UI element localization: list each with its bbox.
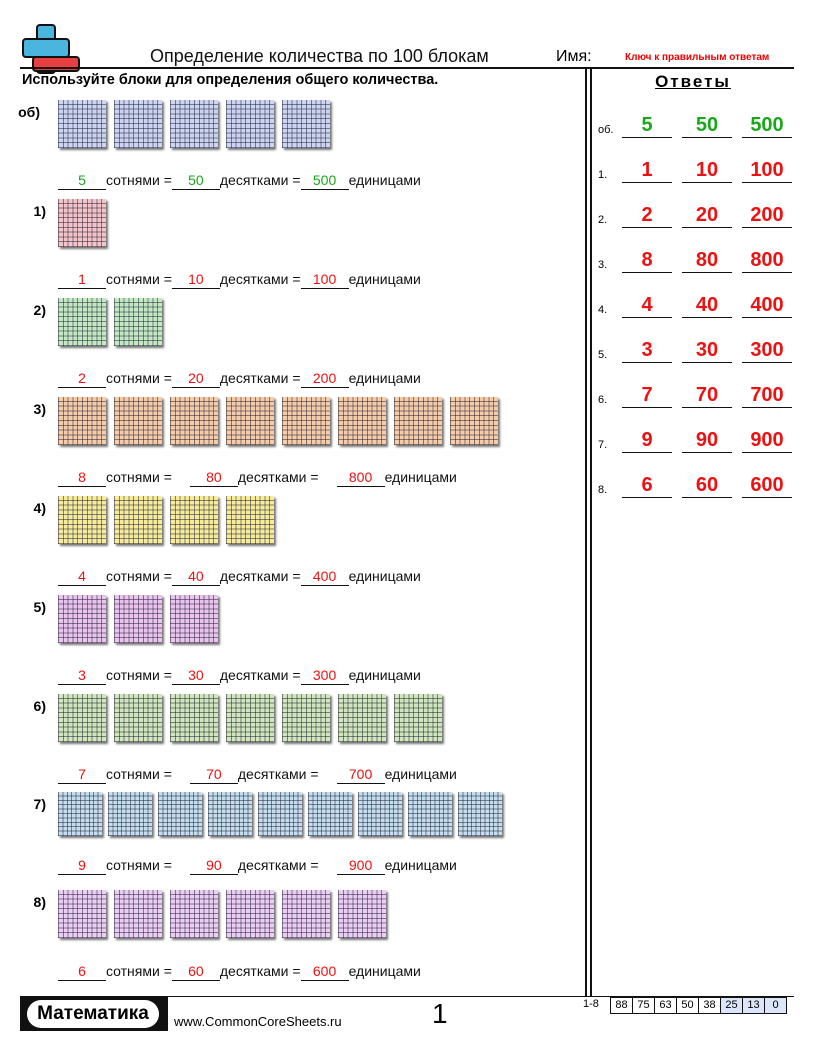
instructions: Используйте блоки для определения общего количества. bbox=[22, 72, 439, 88]
tens-answer[interactable]: 80 bbox=[190, 469, 238, 487]
hundreds-answer[interactable]: 5 bbox=[58, 172, 106, 190]
hundred-block bbox=[170, 496, 218, 544]
answer-key-value: 10 bbox=[682, 159, 732, 183]
page-number: 1 bbox=[432, 998, 448, 1029]
ones-word: единицами bbox=[384, 766, 457, 782]
hundred-block bbox=[58, 792, 102, 836]
hundred-block bbox=[208, 792, 252, 836]
problem-label: 3) bbox=[33, 401, 46, 417]
hundred-block bbox=[282, 694, 330, 742]
column-divider bbox=[590, 69, 592, 997]
answer-key-label: 1. bbox=[598, 169, 608, 181]
score-table bbox=[610, 997, 787, 1014]
answer-key-value: 7 bbox=[622, 384, 672, 408]
answer-line bbox=[58, 568, 421, 586]
column-divider bbox=[585, 69, 587, 997]
answer-line bbox=[58, 469, 457, 487]
hundred-block bbox=[58, 199, 106, 247]
answer-key-label: 6. bbox=[598, 394, 608, 406]
answer-key-value: 30 bbox=[682, 339, 732, 363]
ones-answer[interactable]: 500 bbox=[301, 172, 349, 190]
hundreds-word: сотнями = bbox=[106, 667, 172, 683]
answer-key-value: 5 bbox=[622, 114, 672, 138]
problem-label: 2) bbox=[33, 302, 46, 318]
answer-key-value: 60 bbox=[682, 474, 732, 498]
hundred-block bbox=[58, 496, 106, 544]
hundred-block bbox=[58, 298, 106, 346]
ones-answer[interactable]: 700 bbox=[337, 766, 385, 784]
hundreds-answer[interactable]: 6 bbox=[58, 963, 106, 981]
answer-key-label: 4. bbox=[598, 304, 608, 316]
answer-key-value: 9 bbox=[622, 429, 672, 453]
answer-key-label: 2. bbox=[598, 214, 608, 226]
problem-label: 4) bbox=[33, 500, 46, 516]
hundred-block bbox=[58, 397, 106, 445]
answer-key-label: 7. bbox=[598, 439, 608, 451]
answer-key-value: 90 bbox=[682, 429, 732, 453]
hundred-block bbox=[170, 694, 218, 742]
hundreds-word: сотнями = bbox=[106, 271, 172, 287]
tens-answer[interactable]: 20 bbox=[172, 370, 220, 388]
hundred-block bbox=[282, 890, 330, 938]
score-cell: 13 bbox=[742, 998, 764, 1013]
ones-word: единицами bbox=[384, 857, 457, 873]
hundred-block bbox=[114, 496, 162, 544]
ones-answer[interactable]: 100 bbox=[301, 271, 349, 289]
tens-word: десятками = bbox=[219, 370, 301, 386]
answer-key-value: 100 bbox=[742, 159, 792, 183]
answer-key-row bbox=[598, 382, 794, 408]
answer-key-value: 20 bbox=[682, 204, 732, 228]
hundred-block bbox=[338, 397, 386, 445]
ones-answer[interactable]: 300 bbox=[301, 667, 349, 685]
hundreds-word: сотнями = bbox=[106, 469, 172, 485]
answer-key-row bbox=[598, 112, 794, 138]
hundreds-word: сотнями = bbox=[106, 963, 172, 979]
answer-key-row bbox=[598, 427, 794, 453]
answer-key-value: 8 bbox=[622, 249, 672, 273]
answer-key-row bbox=[598, 337, 794, 363]
tens-word: десятками = bbox=[237, 857, 319, 873]
answer-line bbox=[58, 963, 421, 981]
hundred-block bbox=[170, 595, 218, 643]
tens-word: десятками = bbox=[219, 667, 301, 683]
answer-key-value: 900 bbox=[742, 429, 792, 453]
hundred-block bbox=[58, 694, 106, 742]
hundreds-answer[interactable]: 3 bbox=[58, 667, 106, 685]
hundred-block bbox=[408, 792, 452, 836]
hundred-block bbox=[226, 397, 274, 445]
hundreds-word: сотнями = bbox=[106, 370, 172, 386]
site-url[interactable]: www.CommonCoreSheets.ru bbox=[174, 1014, 342, 1029]
tens-word: десятками = bbox=[219, 568, 301, 584]
hundred-block bbox=[338, 890, 386, 938]
hundreds-answer[interactable]: 1 bbox=[58, 271, 106, 289]
answer-line bbox=[58, 370, 421, 388]
answer-line bbox=[58, 766, 457, 784]
problem-label: об) bbox=[18, 104, 40, 120]
hundreds-word: сотнями = bbox=[106, 172, 172, 188]
answer-key-value: 300 bbox=[742, 339, 792, 363]
hundred-block bbox=[158, 792, 202, 836]
hundred-block bbox=[450, 397, 498, 445]
hundred-block bbox=[58, 100, 106, 148]
ones-word: единицами bbox=[348, 172, 421, 188]
header-divider bbox=[20, 67, 794, 69]
hundred-block bbox=[226, 694, 274, 742]
worksheet-title: Определение количества по 100 блокам bbox=[150, 46, 489, 66]
hundred-block bbox=[108, 792, 152, 836]
ones-word: единицами bbox=[384, 469, 457, 485]
hundreds-answer[interactable]: 4 bbox=[58, 568, 106, 586]
logo-plus-bar bbox=[22, 38, 70, 58]
score-cell: 38 bbox=[698, 998, 720, 1013]
hundred-block bbox=[226, 496, 274, 544]
tens-answer[interactable]: 40 bbox=[172, 568, 220, 586]
name-label: Имя: bbox=[556, 48, 592, 65]
ones-answer[interactable]: 600 bbox=[301, 963, 349, 981]
hundred-block bbox=[282, 397, 330, 445]
answer-key-row bbox=[598, 292, 794, 318]
answer-line bbox=[58, 857, 457, 875]
answer-key-value: 3 bbox=[622, 339, 672, 363]
hundred-block bbox=[394, 694, 442, 742]
hundred-block bbox=[170, 890, 218, 938]
answer-key-value: 70 bbox=[682, 384, 732, 408]
hundred-block bbox=[258, 792, 302, 836]
answer-key-label: Ключ к правильным ответам bbox=[625, 52, 770, 63]
tens-word: десятками = bbox=[237, 469, 319, 485]
ones-word: единицами bbox=[348, 963, 421, 979]
hundred-block bbox=[114, 100, 162, 148]
answer-key-row bbox=[598, 472, 794, 498]
score-cell: 88 bbox=[615, 999, 628, 1011]
answer-key-value: 1 bbox=[622, 159, 672, 183]
hundreds-answer[interactable]: 2 bbox=[58, 370, 106, 388]
score-range-label: 1-8 bbox=[583, 998, 599, 1010]
problem-label: 7) bbox=[33, 796, 46, 812]
answers-title: Ответы bbox=[655, 72, 731, 91]
answer-key-value: 80 bbox=[682, 249, 732, 273]
tens-answer[interactable]: 90 bbox=[190, 857, 238, 875]
answer-key-value: 800 bbox=[742, 249, 792, 273]
hundred-block bbox=[58, 595, 106, 643]
tens-answer[interactable]: 30 bbox=[172, 667, 220, 685]
score-cell: 0 bbox=[764, 998, 786, 1013]
problem-label: 6) bbox=[33, 698, 46, 714]
hundreds-word: сотнями = bbox=[106, 568, 172, 584]
hundred-block bbox=[358, 792, 402, 836]
hundred-block bbox=[114, 298, 162, 346]
answer-key-label: об. bbox=[598, 124, 614, 136]
answer-key-value: 4 bbox=[622, 294, 672, 318]
hundred-block bbox=[338, 694, 386, 742]
answer-line bbox=[58, 271, 421, 289]
hundreds-answer[interactable]: 7 bbox=[58, 766, 106, 784]
ones-word: единицами bbox=[348, 568, 421, 584]
hundred-block bbox=[114, 595, 162, 643]
ones-answer[interactable]: 200 bbox=[301, 370, 349, 388]
hundred-block bbox=[308, 792, 352, 836]
problem-label: 5) bbox=[33, 599, 46, 615]
answer-key-value: 700 bbox=[742, 384, 792, 408]
hundred-block bbox=[58, 890, 106, 938]
tens-answer[interactable]: 50 bbox=[172, 172, 220, 190]
problem-label: 8) bbox=[33, 894, 46, 910]
score-cell: 25 bbox=[720, 998, 742, 1013]
hundreds-word: сотнями = bbox=[106, 766, 172, 782]
tens-answer[interactable]: 10 bbox=[172, 271, 220, 289]
answer-key-value: 6 bbox=[622, 474, 672, 498]
score-cell: 75 bbox=[632, 998, 654, 1013]
logo-minus-icon bbox=[32, 56, 80, 72]
tens-answer[interactable]: 60 bbox=[172, 963, 220, 981]
ones-answer[interactable]: 800 bbox=[337, 469, 385, 487]
answer-key-label: 5. bbox=[598, 349, 608, 361]
answer-key-value: 400 bbox=[742, 294, 792, 318]
answer-key-value: 500 bbox=[742, 114, 792, 138]
ones-answer[interactable]: 400 bbox=[301, 568, 349, 586]
hundred-block bbox=[170, 100, 218, 148]
answer-key-row bbox=[598, 202, 794, 228]
tens-word: десятками = bbox=[219, 963, 301, 979]
hundreds-answer[interactable]: 9 bbox=[58, 857, 106, 875]
tens-word: десятками = bbox=[237, 766, 319, 782]
score-cell: 50 bbox=[676, 998, 698, 1013]
answer-key-label: 3. bbox=[598, 259, 608, 271]
answer-key-value: 50 bbox=[682, 114, 732, 138]
answer-key-label: 8. bbox=[598, 484, 608, 496]
ones-answer[interactable]: 900 bbox=[337, 857, 385, 875]
answer-key-value: 200 bbox=[742, 204, 792, 228]
hundred-block bbox=[114, 890, 162, 938]
hundred-block bbox=[170, 397, 218, 445]
answer-key-value: 600 bbox=[742, 474, 792, 498]
answer-key-value: 2 bbox=[622, 204, 672, 228]
tens-word: десятками = bbox=[219, 271, 301, 287]
hundred-block bbox=[226, 100, 274, 148]
answer-line bbox=[58, 172, 421, 190]
answer-key-row bbox=[598, 247, 794, 273]
answer-line bbox=[58, 667, 421, 685]
problem-label: 1) bbox=[33, 203, 46, 219]
score-cell: 63 bbox=[654, 998, 676, 1013]
hundred-block bbox=[458, 792, 502, 836]
hundreds-word: сотнями = bbox=[106, 857, 172, 873]
ones-word: единицами bbox=[348, 667, 421, 683]
hundred-block bbox=[282, 100, 330, 148]
ones-word: единицами bbox=[348, 370, 421, 386]
hundred-block bbox=[226, 890, 274, 938]
hundred-block bbox=[394, 397, 442, 445]
tens-answer[interactable]: 70 bbox=[190, 766, 238, 784]
ones-word: единицами bbox=[348, 271, 421, 287]
hundred-block bbox=[114, 694, 162, 742]
hundreds-answer[interactable]: 8 bbox=[58, 469, 106, 487]
tens-word: десятками = bbox=[219, 172, 301, 188]
footer-brand: Математика bbox=[27, 1000, 159, 1028]
answer-key-row bbox=[598, 157, 794, 183]
hundred-block bbox=[114, 397, 162, 445]
answer-key-value: 40 bbox=[682, 294, 732, 318]
